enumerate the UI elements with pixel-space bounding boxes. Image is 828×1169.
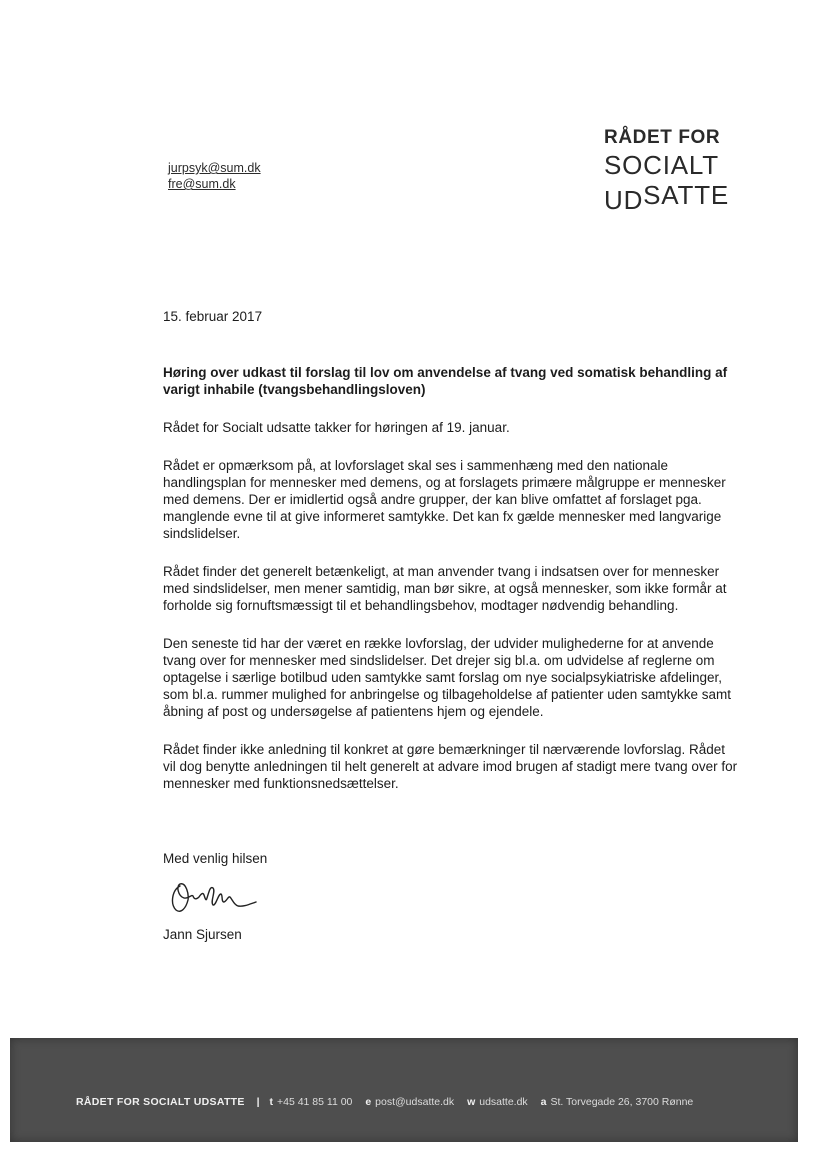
letter-date: 15. februar 2017 (163, 309, 263, 324)
web-label: w (467, 1096, 476, 1108)
footer-website[interactable]: udsatte.dk (479, 1096, 528, 1108)
footer-bar (10, 1038, 798, 1142)
signer-name: Jann Sjursen (163, 927, 242, 942)
address-label: a (540, 1096, 547, 1108)
email-label: e (365, 1096, 372, 1108)
footer-phone[interactable]: +45 41 85 11 00 (276, 1096, 353, 1108)
footer-org-name: RÅDET FOR SOCIALT UDSATTE (76, 1096, 245, 1108)
logo-ud: UD (604, 185, 644, 215)
paragraph-5: Rådet finder ikke anledning til konkret at gøre bemærkninger til nærværende lovforslag. Rådet vil dog benytte anledningen til helt generelt at advare imod brugen af stadigt mere tvang over for mennesker med funktionsnedsættelser. (163, 742, 738, 791)
paragraph-2: Rådet er opmærksom på, at lovforslaget skal ses i sammenhæng med den nationale handlingsplan for mennesker med demens, og at forslagets primære målgruppe er mennesker med demens. Der er imidlertid også andre grupper, der kan blive omfattet af forslaget pga. manglende evne til at give informeret samtykke. Det kan fx gælde mennesker med langvarige sindslidelser. (163, 458, 726, 541)
paragraph-3: Rådet finder det generelt betænkeligt, at man anvender tvang i indsatsen over for mennesker med sindslidelser, men mener samtidig, man bør sikre, at også mennesker, som ikke formår at forholde sig fornuftsmæssigt til et behandlingsbehov, modtager nødvendig behandling. (163, 564, 727, 613)
letter-body (163, 419, 738, 813)
phone-label: t (269, 1096, 273, 1108)
footer-email[interactable]: post@udsatte.dk (375, 1096, 455, 1108)
logo-line-3 (604, 180, 804, 215)
organization-logo (604, 126, 804, 215)
logo-satte: SATTE (643, 180, 730, 210)
paragraph-4: Den seneste tid har der været en række lovforslag, der udvider mulighederne for at anvende tvang over for mennesker med sindslidelser. Det drejer sig bl.a. om udvidelse af reglerne om optagelse i særlige botilbud uden samtykke samt forslag om nye socialpsykiatriske afdelinger, som bl.a. rummer mulighed for anbringelse og tilbageholdelse af patienter uden samtykke samt åbning af post og undersøgelse af patientens hjem og ejendele. (163, 636, 732, 719)
logo-line-1: RÅDET FOR (604, 127, 721, 148)
footer-contact (76, 1096, 703, 1108)
footer-address: St. Torvegade 26, 3700 Rønne (550, 1096, 694, 1108)
handwritten-signature (166, 872, 266, 927)
letter-subject: Høring over udkast til forslag til lov om anvendelse af tvang ved somatisk behandling af varigt inhabile (tvangsbehandlingsloven) (163, 365, 728, 397)
closing-greeting: Med venlig hilsen (163, 851, 268, 866)
recipient-email-2[interactable]: fre@sum.dk (168, 177, 236, 191)
footer-separator: | (256, 1096, 260, 1108)
logo-line-2: SOCIALT (604, 150, 719, 180)
recipient-emails (168, 160, 261, 192)
paragraph-1: Rådet for Socialt udsatte takker for høringen af 19. januar. (163, 420, 510, 435)
recipient-email-1[interactable]: jurpsyk@sum.dk (168, 161, 261, 175)
